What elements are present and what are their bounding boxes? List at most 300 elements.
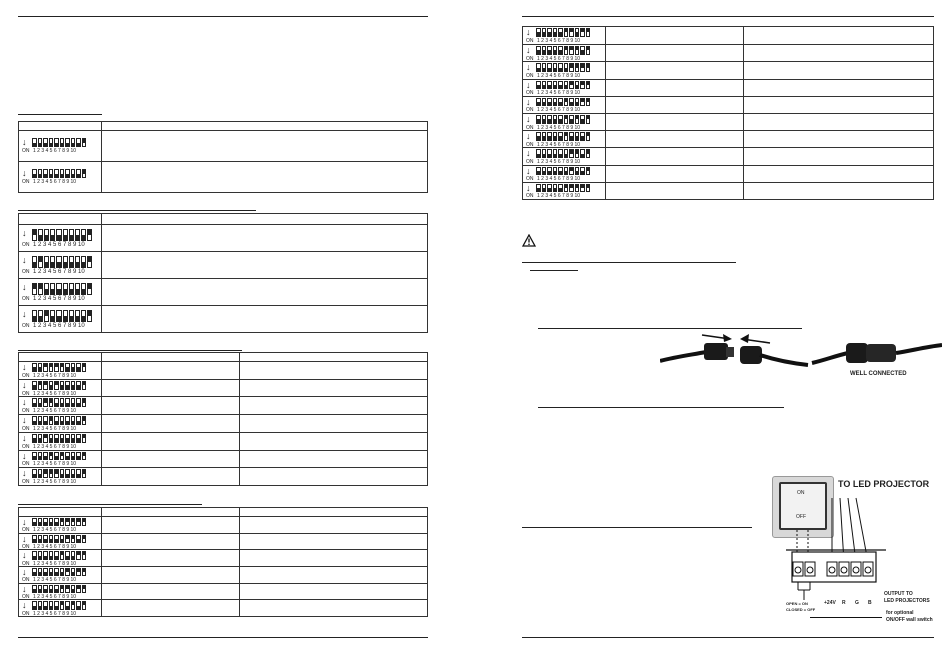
switch-7 xyxy=(569,167,574,176)
switch-2 xyxy=(38,381,43,390)
on-label: ON xyxy=(526,55,534,62)
switch-4 xyxy=(50,229,55,241)
down-arrow-icon: ↓ xyxy=(22,415,27,426)
switch-3 xyxy=(44,229,49,241)
switch-5 xyxy=(558,81,563,90)
switch-8 xyxy=(71,169,76,178)
on-label: ON xyxy=(22,179,30,185)
down-arrow-icon: ↓ xyxy=(22,379,27,390)
table-row xyxy=(19,130,427,161)
switch-6 xyxy=(60,363,65,372)
switch-3 xyxy=(547,98,552,107)
switch-9 xyxy=(76,398,81,407)
switch-9 xyxy=(580,115,585,124)
switch-4 xyxy=(49,416,54,425)
switch-9 xyxy=(76,363,81,372)
switch-3 xyxy=(44,310,49,322)
switch-9 xyxy=(580,98,585,107)
switch-5 xyxy=(56,229,61,241)
header-rule-left xyxy=(18,16,428,17)
switch-6 xyxy=(564,81,569,90)
section-underline-3 xyxy=(18,350,242,351)
switch-5 xyxy=(54,568,59,576)
switch-4 xyxy=(49,169,54,178)
dip-table-3 xyxy=(18,352,428,486)
switch-3 xyxy=(547,184,552,193)
table-row xyxy=(19,450,427,468)
switch-10 xyxy=(82,138,87,147)
switch-2 xyxy=(38,518,43,526)
switch-7 xyxy=(65,585,70,593)
switch-10 xyxy=(82,585,87,593)
switch-6 xyxy=(60,601,65,609)
switch-2 xyxy=(542,184,547,193)
dip-table-4 xyxy=(18,507,428,617)
switch-9 xyxy=(76,434,81,443)
switch-3 xyxy=(547,46,552,55)
switch-9 xyxy=(76,138,81,147)
switch-9 xyxy=(76,416,81,425)
switch-1 xyxy=(32,398,37,407)
switch-8 xyxy=(75,283,80,295)
switch-2 xyxy=(38,310,43,322)
switch-numbers: 1 2 3 4 5 6 7 8 9 10 xyxy=(33,372,77,379)
switch-10 xyxy=(82,535,87,543)
switch-2 xyxy=(38,469,43,478)
switch-7 xyxy=(65,452,70,461)
switch-7 xyxy=(65,551,70,559)
switch-numbers: 1 2 3 4 5 6 7 8 9 10 xyxy=(33,179,77,185)
switch-1 xyxy=(536,167,541,176)
switch-3 xyxy=(547,28,552,37)
switch-5 xyxy=(558,28,563,37)
switch-8 xyxy=(575,28,580,37)
switch-5 xyxy=(54,518,59,526)
on-label: ON xyxy=(526,90,534,97)
switch-4 xyxy=(49,601,54,609)
switch-1 xyxy=(32,138,37,147)
switch-9 xyxy=(76,381,81,390)
wall-switch-arrow xyxy=(810,617,882,618)
switch-1 xyxy=(32,416,37,425)
switch-4 xyxy=(553,149,558,158)
on-label: ON xyxy=(22,425,30,432)
table-row xyxy=(19,251,427,278)
switch-3 xyxy=(43,469,48,478)
switch-6 xyxy=(564,63,569,72)
table-row xyxy=(523,96,933,113)
header-rule-right xyxy=(522,16,934,17)
dip-switch xyxy=(526,132,602,149)
down-arrow-icon: ↓ xyxy=(22,600,27,611)
terminal-b-label: B xyxy=(868,600,872,606)
switch-numbers: 1 2 3 4 5 6 7 8 9 10 xyxy=(33,479,77,486)
switch-1 xyxy=(32,363,37,372)
switch-2 xyxy=(38,535,43,543)
switch-10 xyxy=(82,363,87,372)
switch-4 xyxy=(553,132,558,141)
switch-4 xyxy=(49,363,54,372)
switch-numbers: 1 2 3 4 5 6 7 8 9 10 xyxy=(537,90,581,97)
switch-9 xyxy=(76,518,81,526)
table-row xyxy=(523,130,933,147)
down-arrow-icon: ↓ xyxy=(526,131,531,142)
switch-3 xyxy=(44,283,49,295)
switch-5 xyxy=(54,416,59,425)
switch-1 xyxy=(536,28,541,37)
switch-7 xyxy=(65,363,70,372)
terminal-g-label: G xyxy=(855,600,859,606)
switch-9 xyxy=(580,167,585,176)
dip-switch xyxy=(22,256,98,276)
switch-6 xyxy=(60,138,65,147)
down-arrow-icon: ↓ xyxy=(22,450,27,461)
switch-10 xyxy=(82,551,87,559)
switch-1 xyxy=(32,601,37,609)
switch-2 xyxy=(542,46,547,55)
switch-3 xyxy=(547,81,552,90)
switch-1 xyxy=(536,46,541,55)
switch-2 xyxy=(542,81,547,90)
switch-10 xyxy=(87,229,92,241)
on-label: ON xyxy=(526,141,534,148)
switch-4 xyxy=(49,138,54,147)
switch-numbers: 1 2 3 4 5 6 7 8 9 10 xyxy=(537,158,581,165)
switch-8 xyxy=(575,46,580,55)
switch-5 xyxy=(558,63,563,72)
switch-6 xyxy=(63,256,68,268)
footer-rule-left xyxy=(18,637,428,638)
switch-3 xyxy=(43,169,48,178)
on-label: ON xyxy=(22,322,30,329)
switch-5 xyxy=(56,310,61,322)
switch-numbers: 1 2 3 4 5 6 7 8 9 10 xyxy=(33,577,77,584)
switch-10 xyxy=(82,381,87,390)
switch-8 xyxy=(71,416,76,425)
led-projectors-label: LED PROJECTORS xyxy=(884,598,930,604)
switch-8 xyxy=(71,452,76,461)
section-underline-4 xyxy=(18,504,202,505)
table-row xyxy=(523,61,933,78)
dip-switch xyxy=(22,138,98,155)
switch-10 xyxy=(586,167,591,176)
terminal-24v-label: +24V xyxy=(824,600,836,606)
switch-1 xyxy=(536,63,541,72)
table-row xyxy=(19,278,427,305)
switch-numbers: 1 2 3 4 5 6 7 8 9 10 xyxy=(537,72,581,79)
switch-6 xyxy=(60,169,65,178)
switch-5 xyxy=(54,138,59,147)
switch-8 xyxy=(575,81,580,90)
terminal-block-diagram xyxy=(782,490,886,600)
switch-6 xyxy=(60,381,65,390)
switch-1 xyxy=(32,551,37,559)
dip-switch xyxy=(22,452,98,469)
switch-3 xyxy=(547,149,552,158)
switch-7 xyxy=(65,169,70,178)
switch-10 xyxy=(82,434,87,443)
switch-2 xyxy=(542,28,547,37)
switch-numbers: 1 2 3 4 5 6 7 8 9 10 xyxy=(537,107,581,114)
switch-4 xyxy=(49,434,54,443)
on-label: ON xyxy=(22,390,30,397)
table-row xyxy=(523,182,933,199)
switch-7 xyxy=(569,46,574,55)
switch-5 xyxy=(54,169,59,178)
dip-switch xyxy=(22,381,98,398)
switch-9 xyxy=(580,28,585,37)
table-row xyxy=(19,161,427,192)
switch-10 xyxy=(82,568,87,576)
switch-2 xyxy=(542,132,547,141)
down-arrow-icon: ↓ xyxy=(526,79,531,90)
switch-numbers: 1 2 3 4 5 6 7 8 9 10 xyxy=(537,55,581,62)
switch-10 xyxy=(586,115,591,124)
switch-6 xyxy=(60,469,65,478)
on-label: ON xyxy=(526,124,534,131)
switch-10 xyxy=(586,132,591,141)
switch-7 xyxy=(569,63,574,72)
switch-6 xyxy=(60,518,65,526)
switch-9 xyxy=(580,81,585,90)
switch-3 xyxy=(43,398,48,407)
switch-1 xyxy=(32,229,37,241)
switch-5 xyxy=(558,184,563,193)
on-label: ON xyxy=(526,107,534,114)
switch-6 xyxy=(60,416,65,425)
switch-2 xyxy=(542,98,547,107)
switch-6 xyxy=(564,98,569,107)
dip-table-1 xyxy=(18,121,428,193)
dip-switch xyxy=(526,46,602,63)
switch-2 xyxy=(542,167,547,176)
switch-9 xyxy=(81,310,86,322)
switch-10 xyxy=(586,81,591,90)
switch-5 xyxy=(54,551,59,559)
switch-2 xyxy=(542,63,547,72)
table-row xyxy=(523,113,933,130)
switch-10 xyxy=(586,98,591,107)
on-label: ON xyxy=(22,479,30,486)
switch-7 xyxy=(65,518,70,526)
switch-8 xyxy=(575,167,580,176)
switch-1 xyxy=(32,469,37,478)
switch-3 xyxy=(43,568,48,576)
table-row xyxy=(523,147,933,164)
switch-9 xyxy=(76,551,81,559)
switch-1 xyxy=(32,535,37,543)
switch-6 xyxy=(564,46,569,55)
switch-8 xyxy=(575,115,580,124)
section-underline-1 xyxy=(18,114,102,115)
switch-10 xyxy=(82,518,87,526)
switch-4 xyxy=(49,469,54,478)
switch-8 xyxy=(575,98,580,107)
switch-3 xyxy=(44,256,49,268)
switch-6 xyxy=(564,167,569,176)
switch-numbers: 1 2 3 4 5 6 7 8 9 10 xyxy=(537,141,581,148)
switch-9 xyxy=(580,63,585,72)
switch-4 xyxy=(553,167,558,176)
switch-1 xyxy=(32,256,37,268)
switch-2 xyxy=(38,256,43,268)
closed-off-label: CLOSED = OFF xyxy=(786,607,816,612)
switch-8 xyxy=(71,363,76,372)
switch-3 xyxy=(547,63,552,72)
switch-8 xyxy=(71,469,76,478)
switch-10 xyxy=(586,46,591,55)
table-row xyxy=(523,79,933,96)
switch-5 xyxy=(54,363,59,372)
switch-9 xyxy=(76,568,81,576)
switch-3 xyxy=(43,585,48,593)
switch-4 xyxy=(49,535,54,543)
switch-1 xyxy=(536,149,541,158)
down-arrow-icon: ↓ xyxy=(526,148,531,159)
switch-6 xyxy=(564,28,569,37)
switch-2 xyxy=(38,452,43,461)
switch-8 xyxy=(75,310,80,322)
switch-8 xyxy=(71,535,76,543)
switch-2 xyxy=(542,115,547,124)
switch-6 xyxy=(564,115,569,124)
dip-switch xyxy=(22,363,98,380)
switch-8 xyxy=(575,149,580,158)
table-row xyxy=(19,361,427,379)
switch-4 xyxy=(553,98,558,107)
dip-switch xyxy=(22,310,98,330)
on-label: ON xyxy=(526,176,534,183)
switch-5 xyxy=(54,469,59,478)
switch-1 xyxy=(32,381,37,390)
switch-4 xyxy=(49,585,54,593)
switch-numbers: 1 2 3 4 5 6 7 8 9 10 xyxy=(537,176,581,183)
switch-5 xyxy=(54,434,59,443)
switch-1 xyxy=(32,434,37,443)
switch-4 xyxy=(50,283,55,295)
switch-9 xyxy=(76,169,81,178)
switch-numbers: 1 2 3 4 5 6 7 8 9 10 xyxy=(33,461,77,468)
switch-10 xyxy=(87,256,92,268)
switch-numbers: 1 2 3 4 5 6 7 8 9 10 xyxy=(33,443,77,450)
switch-1 xyxy=(32,568,37,576)
switch-2 xyxy=(38,585,43,593)
right-underline-4 xyxy=(538,407,784,408)
switch-7 xyxy=(69,229,74,241)
switch-3 xyxy=(547,115,552,124)
down-arrow-icon: ↓ xyxy=(526,114,531,124)
switch-9 xyxy=(580,46,585,55)
on-label: ON xyxy=(526,72,534,79)
on-label: ON xyxy=(22,372,30,379)
dip-switch xyxy=(526,115,602,132)
switch-2 xyxy=(38,416,43,425)
table-row xyxy=(19,467,427,485)
dip-switch xyxy=(22,416,98,433)
switch-10 xyxy=(586,63,591,72)
switch-numbers: 1 2 3 4 5 6 7 8 9 10 xyxy=(537,124,581,131)
down-arrow-icon: ↓ xyxy=(526,62,531,73)
switch-3 xyxy=(43,452,48,461)
on-label: ON xyxy=(22,241,30,248)
switch-4 xyxy=(49,568,54,576)
switch-7 xyxy=(69,256,74,268)
on-label: ON xyxy=(22,610,30,617)
switch-6 xyxy=(564,184,569,193)
switch-3 xyxy=(43,381,48,390)
switch-6 xyxy=(60,452,65,461)
table-row xyxy=(19,379,427,397)
table-row xyxy=(19,566,427,583)
switch-10 xyxy=(82,601,87,609)
on-label: ON xyxy=(22,408,30,415)
on-label: ON xyxy=(526,193,534,200)
on-label: ON xyxy=(22,560,30,567)
switch-numbers: 1 2 3 4 5 6 7 8 9 10 xyxy=(33,593,77,600)
dip-table-5 xyxy=(522,26,934,200)
switch-8 xyxy=(71,568,76,576)
switch-2 xyxy=(542,149,547,158)
on-label: ON xyxy=(22,543,30,550)
right-underline-2 xyxy=(530,270,578,271)
switch-8 xyxy=(575,132,580,141)
switch-numbers: 1 2 3 4 5 6 7 8 9 10 xyxy=(33,390,77,397)
on-label: ON xyxy=(22,268,30,275)
switch-5 xyxy=(56,256,61,268)
down-arrow-icon: ↓ xyxy=(22,254,27,265)
switch-6 xyxy=(63,283,68,295)
switch-numbers: 1 2 3 4 5 6 7 8 9 10 xyxy=(33,408,77,415)
dip-switch xyxy=(22,434,98,451)
switch-5 xyxy=(558,167,563,176)
switch-3 xyxy=(43,601,48,609)
switch-9 xyxy=(81,229,86,241)
switch-numbers: 1 2 3 4 5 6 7 8 9 10 xyxy=(33,543,77,550)
switch-6 xyxy=(60,398,65,407)
dip-switch xyxy=(22,229,98,249)
switch-10 xyxy=(586,149,591,158)
switch-1 xyxy=(32,518,37,526)
down-arrow-icon: ↓ xyxy=(22,583,27,594)
switch-10 xyxy=(87,283,92,295)
down-arrow-icon: ↓ xyxy=(526,45,531,56)
on-label: ON xyxy=(22,527,30,534)
switch-7 xyxy=(65,398,70,407)
table-row xyxy=(19,432,427,450)
switch-7 xyxy=(65,381,70,390)
section-underline-2 xyxy=(18,210,256,211)
switch-8 xyxy=(75,229,80,241)
switch-numbers: 1 2 3 4 5 6 7 8 9 10 xyxy=(33,425,77,432)
switch-4 xyxy=(553,81,558,90)
for-optional-label: for optional xyxy=(886,610,914,616)
switch-1 xyxy=(536,132,541,141)
table-row xyxy=(19,516,427,533)
switch-4 xyxy=(49,551,54,559)
switch-5 xyxy=(558,46,563,55)
switch-5 xyxy=(558,98,563,107)
switch-8 xyxy=(71,138,76,147)
switch-8 xyxy=(75,256,80,268)
switch-9 xyxy=(580,184,585,193)
switch-3 xyxy=(43,434,48,443)
switch-9 xyxy=(76,535,81,543)
on-label: ON xyxy=(526,37,534,44)
switch-3 xyxy=(43,138,48,147)
on-label: ON xyxy=(22,443,30,450)
down-arrow-icon: ↓ xyxy=(22,533,27,544)
right-underline-1 xyxy=(522,262,736,263)
